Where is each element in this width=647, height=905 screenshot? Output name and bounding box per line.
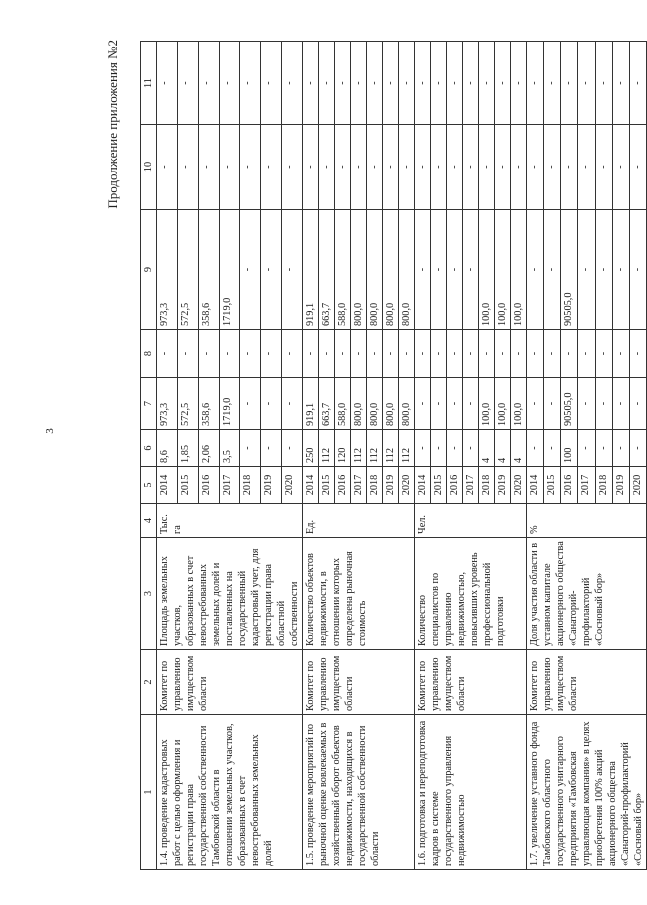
value-cell: - (261, 430, 282, 467)
year-cell: 2016 (335, 467, 351, 504)
value-cell: 90505,0 (561, 378, 578, 430)
value-cell: 112 (351, 430, 367, 467)
value-cell: - (282, 42, 303, 125)
value-cell: - (511, 42, 527, 125)
value-cell: - (240, 42, 261, 125)
value-cell: - (495, 330, 511, 378)
value-cell: 112 (383, 430, 399, 467)
year-cell: 2018 (595, 467, 612, 504)
value-cell: - (544, 330, 561, 378)
value-cell: - (198, 42, 219, 125)
value-cell: - (415, 125, 431, 210)
value-cell: - (629, 330, 646, 378)
value-cell: - (303, 42, 319, 125)
value-cell: 100,0 (479, 378, 495, 430)
year-cell: 2017 (351, 467, 367, 504)
indicator-cell: Доля участия области в уставном капитале акционерного общества «Санаторий-профилакторий «Сосновый бор» (527, 538, 647, 650)
value-cell: 663,7 (319, 210, 335, 330)
value-cell: 800,0 (367, 378, 383, 430)
value-cell: 588,0 (335, 210, 351, 330)
measure-cell: 1.7. увеличение уставного фонда Тамбовского областного государственного унитарного предприятия «Тамбовская управляющая компания» в целях приобретения 100% акций акционерного общества «Санаторий-профилакторий «Сосновый бор» (527, 715, 647, 870)
value-cell: 100,0 (511, 210, 527, 330)
value-cell: - (431, 210, 447, 330)
value-cell: 2,06 (198, 430, 219, 467)
value-cell: - (629, 210, 646, 330)
value-cell: - (261, 125, 282, 210)
value-cell: - (240, 210, 261, 330)
value-cell: - (463, 330, 479, 378)
value-cell: - (447, 42, 463, 125)
column-number: 1 (141, 715, 157, 870)
value-cell: - (463, 210, 479, 330)
value-cell: 800,0 (399, 378, 415, 430)
value-cell: - (415, 330, 431, 378)
value-cell: 90505,0 (561, 210, 578, 330)
value-cell: - (303, 330, 319, 378)
value-cell: - (351, 330, 367, 378)
value-cell: - (177, 330, 198, 378)
value-cell: 919,1 (303, 210, 319, 330)
value-cell: - (463, 378, 479, 430)
value-cell: - (447, 330, 463, 378)
value-cell: 1719,0 (219, 378, 240, 430)
year-cell: 2020 (511, 467, 527, 504)
value-cell: - (595, 330, 612, 378)
value-cell: 112 (367, 430, 383, 467)
value-cell: - (495, 42, 511, 125)
value-cell: - (629, 430, 646, 467)
value-cell: 800,0 (383, 378, 399, 430)
value-cell: 112 (319, 430, 335, 467)
year-cell: 2014 (157, 467, 178, 504)
value-cell: - (431, 42, 447, 125)
value-cell: - (399, 42, 415, 125)
value-cell: - (219, 330, 240, 378)
value-cell: - (578, 42, 595, 125)
table-row (303, 42, 319, 870)
year-cell: 2020 (399, 467, 415, 504)
value-cell: - (595, 42, 612, 125)
value-cell: - (415, 378, 431, 430)
value-cell: - (383, 330, 399, 378)
table-row (415, 42, 431, 870)
value-cell: - (282, 125, 303, 210)
value-cell: - (240, 430, 261, 467)
column-number: 11 (141, 42, 157, 125)
column-number-row (141, 42, 157, 870)
value-cell: - (527, 378, 544, 430)
column-number: 5 (141, 467, 157, 504)
page-number: 3 (44, 428, 56, 434)
year-cell: 2015 (319, 467, 335, 504)
value-cell: - (463, 125, 479, 210)
value-cell: 919,1 (303, 378, 319, 430)
value-cell: - (629, 42, 646, 125)
value-cell: - (431, 430, 447, 467)
value-cell: - (282, 430, 303, 467)
value-cell: 4 (479, 430, 495, 467)
value-cell: - (261, 210, 282, 330)
column-number: 10 (141, 125, 157, 210)
value-cell: - (415, 42, 431, 125)
value-cell: - (319, 330, 335, 378)
value-cell: 1719,0 (219, 210, 240, 330)
column-number: 8 (141, 330, 157, 378)
measure-cell: 1.4. проведение кадастровых работ с целью оформления и регистрации права государственной собственности Тамбовской области в отношении земельных участков, образованных в счет невостребованных земельных долей (157, 715, 303, 870)
value-cell: 800,0 (399, 210, 415, 330)
indicator-cell: Количество объектов недвижимости, в отношении которых определена рыночная стоимость (303, 538, 415, 650)
year-cell: 2015 (177, 467, 198, 504)
value-cell: - (399, 330, 415, 378)
appendix-caption: Продолжение приложения №2 (105, 40, 120, 209)
value-cell: - (595, 210, 612, 330)
value-cell: - (415, 430, 431, 467)
table-row (157, 42, 178, 870)
value-cell: - (612, 210, 629, 330)
value-cell: - (447, 125, 463, 210)
value-cell: - (561, 330, 578, 378)
value-cell: - (157, 125, 178, 210)
value-cell: - (629, 125, 646, 210)
executor-cell: Комитет по управлению имуществом области (157, 650, 303, 715)
value-cell: - (177, 42, 198, 125)
value-cell: - (157, 42, 178, 125)
year-cell: 2017 (219, 467, 240, 504)
value-cell: - (629, 378, 646, 430)
value-cell: - (367, 42, 383, 125)
value-cell: - (319, 42, 335, 125)
column-number: 2 (141, 650, 157, 715)
year-cell: 2018 (479, 467, 495, 504)
column-number: 9 (141, 210, 157, 330)
value-cell: - (544, 125, 561, 210)
table-row (527, 42, 544, 870)
column-number: 4 (141, 504, 157, 538)
value-cell: - (544, 378, 561, 430)
year-cell: 2017 (578, 467, 595, 504)
executor-cell: Комитет по управлению имуществом области (415, 650, 527, 715)
value-cell: 358,6 (198, 210, 219, 330)
value-cell: 572,5 (177, 378, 198, 430)
value-cell: - (219, 42, 240, 125)
value-cell: - (282, 330, 303, 378)
value-cell: 100,0 (511, 378, 527, 430)
column-number: 3 (141, 538, 157, 650)
year-cell: 2015 (544, 467, 561, 504)
value-cell: - (527, 430, 544, 467)
year-cell: 2019 (495, 467, 511, 504)
value-cell: - (595, 125, 612, 210)
value-cell: - (527, 125, 544, 210)
value-cell: - (447, 430, 463, 467)
value-cell: - (282, 378, 303, 430)
year-cell: 2019 (261, 467, 282, 504)
value-cell: - (219, 125, 240, 210)
value-cell: - (335, 330, 351, 378)
value-cell: 1,85 (177, 430, 198, 467)
value-cell: - (399, 125, 415, 210)
value-cell: - (479, 330, 495, 378)
value-cell: - (561, 125, 578, 210)
value-cell: 100 (561, 430, 578, 467)
value-cell: - (335, 125, 351, 210)
rotated-page-content (105, 30, 644, 870)
year-cell: 2016 (561, 467, 578, 504)
value-cell: - (431, 330, 447, 378)
value-cell: - (351, 125, 367, 210)
program-table (140, 41, 647, 870)
value-cell: - (612, 42, 629, 125)
value-cell: - (527, 330, 544, 378)
value-cell: 100,0 (479, 210, 495, 330)
unit-cell: Чел. (415, 504, 527, 538)
measure-cell: 1.5. проведение мероприятий по рыночной оценке вовлекаемых в хозяйственный оборот объектов недвижимости, находящихся в государственной собственности области (303, 715, 415, 870)
value-cell: - (447, 378, 463, 430)
year-cell: 2014 (527, 467, 544, 504)
value-cell: 800,0 (383, 210, 399, 330)
year-cell: 2018 (240, 467, 261, 504)
value-cell: 120 (335, 430, 351, 467)
measure-cell: 1.6. подготовка и переподготовка кадров в системе государственного управления недвижимостью (415, 715, 527, 870)
value-cell: 973,3 (157, 378, 178, 430)
value-cell: - (157, 330, 178, 378)
year-cell: 2016 (198, 467, 219, 504)
value-cell: 588,0 (335, 378, 351, 430)
value-cell: - (415, 210, 431, 330)
value-cell: - (612, 430, 629, 467)
value-cell: - (527, 210, 544, 330)
value-cell: - (240, 378, 261, 430)
value-cell: - (198, 125, 219, 210)
unit-cell: Тыс. га (157, 504, 303, 538)
year-cell: 2018 (367, 467, 383, 504)
column-number: 7 (141, 378, 157, 430)
value-cell: - (595, 430, 612, 467)
value-cell: 358,6 (198, 378, 219, 430)
indicator-cell: Количество специалистов по управлению недвижимостью, повысивших уровень профессиональной подготовки (415, 538, 527, 650)
column-number: 6 (141, 430, 157, 467)
value-cell: - (351, 42, 367, 125)
value-cell: 663,7 (319, 378, 335, 430)
unit-cell: % (527, 504, 647, 538)
value-cell: - (495, 125, 511, 210)
year-cell: 2020 (282, 467, 303, 504)
value-cell: - (177, 125, 198, 210)
value-cell: 572,5 (177, 210, 198, 330)
value-cell: - (463, 430, 479, 467)
value-cell: - (578, 378, 595, 430)
year-cell: 2017 (463, 467, 479, 504)
value-cell: - (383, 125, 399, 210)
year-cell: 2016 (447, 467, 463, 504)
value-cell: - (612, 125, 629, 210)
value-cell: - (383, 42, 399, 125)
value-cell: - (431, 378, 447, 430)
value-cell: 973,3 (157, 210, 178, 330)
table-body (157, 42, 647, 870)
executor-cell: Комитет по управлению имуществом области (527, 650, 647, 715)
value-cell: - (240, 330, 261, 378)
value-cell: - (544, 42, 561, 125)
value-cell: - (578, 430, 595, 467)
year-cell: 2015 (431, 467, 447, 504)
value-cell: - (578, 125, 595, 210)
value-cell: - (578, 330, 595, 378)
value-cell: - (511, 330, 527, 378)
value-cell: 100,0 (495, 378, 511, 430)
value-cell: - (544, 430, 561, 467)
value-cell: 4 (511, 430, 527, 467)
value-cell: - (544, 210, 561, 330)
value-cell: - (595, 378, 612, 430)
value-cell: - (367, 330, 383, 378)
value-cell: - (240, 125, 261, 210)
value-cell: - (447, 210, 463, 330)
value-cell: - (511, 125, 527, 210)
value-cell: 800,0 (367, 210, 383, 330)
year-cell: 2014 (303, 467, 319, 504)
value-cell: 3,5 (219, 430, 240, 467)
value-cell: - (335, 42, 351, 125)
value-cell: - (578, 210, 595, 330)
value-cell: 800,0 (351, 210, 367, 330)
year-cell: 2019 (383, 467, 399, 504)
value-cell: - (319, 125, 335, 210)
value-cell: - (479, 42, 495, 125)
value-cell: - (198, 330, 219, 378)
value-cell: - (282, 210, 303, 330)
indicator-cell: Площадь земельных участков, образованных в счет невостребованных земельных долей и поставленных на государственный кадастровый учет, для регистрации права областной собственности (157, 538, 303, 650)
value-cell: - (303, 125, 319, 210)
unit-cell: Ед. (303, 504, 415, 538)
year-cell: 2019 (612, 467, 629, 504)
value-cell: - (463, 42, 479, 125)
value-cell: - (612, 330, 629, 378)
value-cell: 8,6 (157, 430, 178, 467)
value-cell: - (261, 378, 282, 430)
value-cell: - (261, 330, 282, 378)
value-cell: 800,0 (351, 378, 367, 430)
value-cell: - (479, 125, 495, 210)
year-cell: 2020 (629, 467, 646, 504)
executor-cell: Комитет по управлению имуществом области (303, 650, 415, 715)
value-cell: - (561, 42, 578, 125)
value-cell: - (261, 42, 282, 125)
value-cell: 112 (399, 430, 415, 467)
value-cell: - (367, 125, 383, 210)
value-cell: - (527, 42, 544, 125)
value-cell: 250 (303, 430, 319, 467)
year-cell: 2014 (415, 467, 431, 504)
value-cell: 4 (495, 430, 511, 467)
value-cell: - (612, 378, 629, 430)
value-cell: - (431, 125, 447, 210)
value-cell: 100,0 (495, 210, 511, 330)
